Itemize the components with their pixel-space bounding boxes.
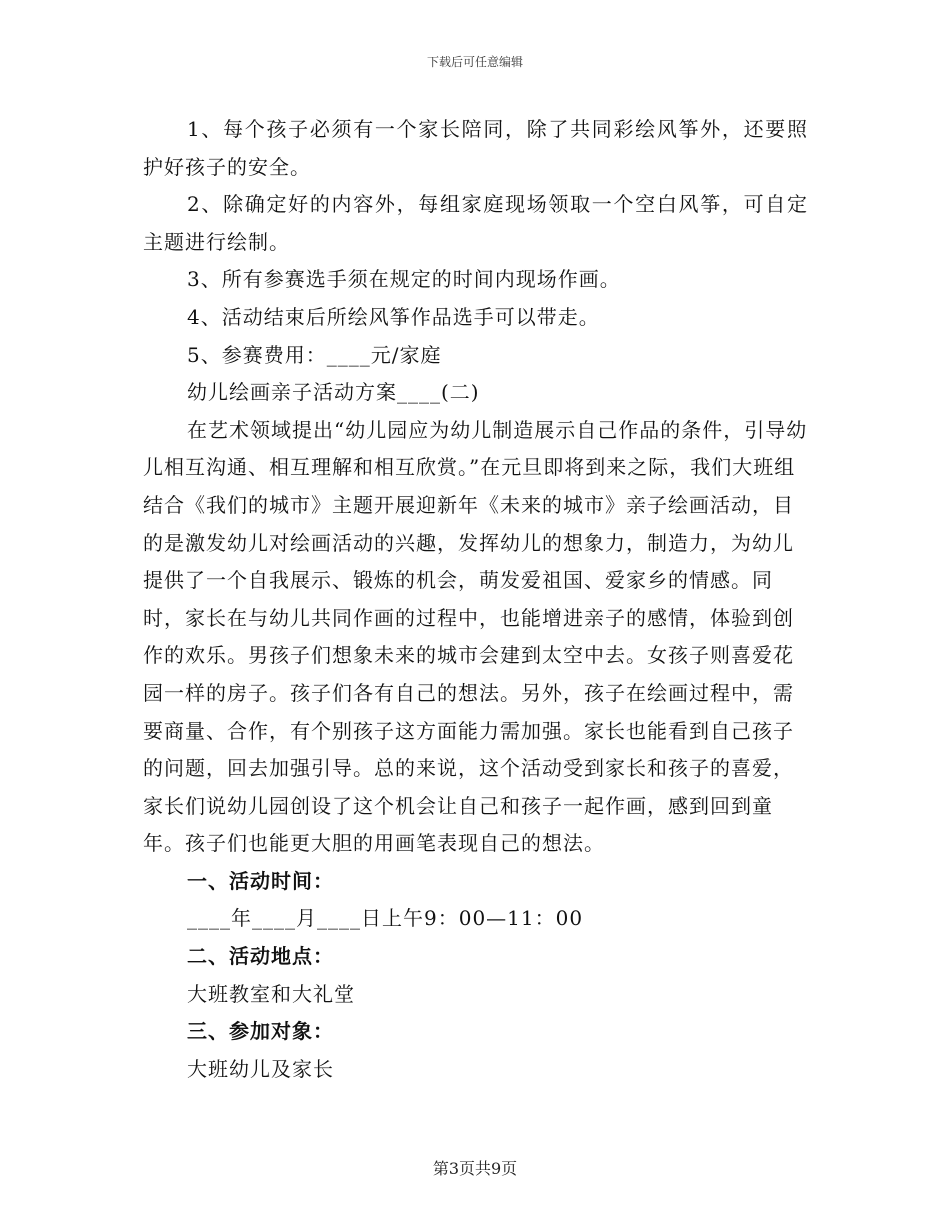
rule-item-4: 4、活动结束后所绘风筝作品选手可以带走。	[187, 304, 600, 329]
section-body-location: 大班教室和大礼堂	[187, 981, 355, 1006]
intro-paragraph: 在艺术领域提出“幼儿园应为幼儿制造展示自己作品的条件，引导幼儿相互沟通、相互理解和相互欣赏。”在元旦即将到来之际，我们大班组结合《我们的城市》主题开展迎新年《未来的城市》亲子绘画活动，目的是激发幼儿对绘画活动的兴趣，发挥幼儿的想象力，制造力，为幼儿提供了一个自我展示、锻炼的机会，萌发爱祖国、爱家乡的情感。同时，家长在与幼儿共同作画的过程中，也能增进亲子的感情，体验到创作的欢乐。男孩子们想象未来的城市会建到太空中去。女孩子则喜爱花园一样的房子。孩子们各有自己的想法。另外，孩子在绘画过程中，需要商量、合作，有个别孩子这方面能力需加强。家长也能看到自己孩子的问题，回去加强引导。总的来说，这个活动受到家长和孩子的喜爱，家长们说幼儿园创设了这个机会让自己和孩子一起作画，感到回到童年。孩子们也能更大胆的用画笔表现自己的想法。	[143, 417, 808, 856]
document-body	[143, 111, 808, 1088]
section-body-time: ____年____月____日上午9：00—11：00	[187, 906, 584, 931]
rule-item-3: 3、所有参赛选手须在规定的时间内现场作画。	[187, 267, 621, 292]
rule-item-5: 5、参赛费用：____元/家庭	[187, 342, 442, 367]
page-header: 下载后可任意编辑	[426, 55, 523, 69]
section-heading-time: 一、活动时间：	[187, 868, 334, 893]
section-heading-participants: 三、参加对象：	[187, 1019, 334, 1044]
section-heading-location: 二、活动地点：	[187, 944, 334, 969]
page-number: 第3页共9页	[432, 1159, 518, 1178]
rule-item-2: 2、除确定好的内容外，每组家庭现场领取一个空白风筝，可自定主题进行绘制。	[143, 192, 808, 254]
section-body-participants: 大班幼儿及家长	[187, 1056, 334, 1081]
rule-item-1: 1、每个孩子必须有一个家长陪同，除了共同彩绘风筝外，还要照护好孩子的安全。	[143, 117, 808, 179]
plan-title: 幼儿绘画亲子活动方案____(二)	[187, 380, 480, 405]
